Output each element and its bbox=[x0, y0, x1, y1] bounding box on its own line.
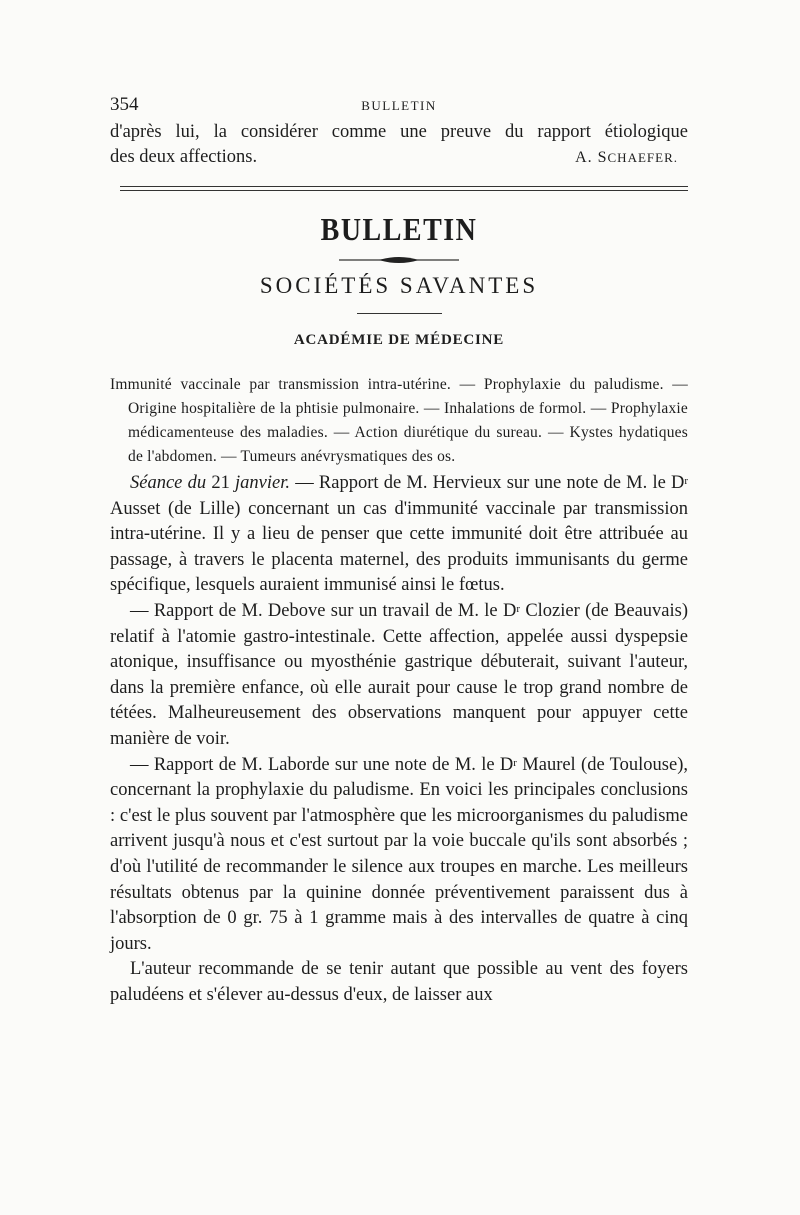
paragraph-2-text-b: Clozier (de Beauvais) relatif à l'atomie gastro-intestinale. Cette affection, appelée aussi dyspepsie atonique, insuffisance ou myosthénie gastrique débuterait, suivant l'auteur, dans la première enfance, où elle aurait pour cause le trop grand nombre de tétées. Malheureusement des observations manquent pour appuyer cette manière de voir. bbox=[110, 600, 689, 749]
superscript: r bbox=[516, 602, 520, 615]
previous-line-1: d'après lui, la considérer comme une preuve du rapport étiologique bbox=[110, 122, 688, 142]
double-rule-divider bbox=[120, 186, 688, 191]
previous-paragraph bbox=[110, 120, 688, 145]
session-day: 21 bbox=[211, 473, 230, 493]
author-name-rest: CHAEFER. bbox=[607, 150, 678, 165]
paragraph-3-text-a: — Rapport de M. Laborde sur une note de M. le D bbox=[130, 754, 514, 775]
paragraph-1-text-b: Ausset (de Lille) concernant un cas d'immunité vaccinale par transmission intra-utérine. Il y a lieu de penser que cette immunité doit être attribuée au passage, à travers le placenta maternel, des produits immunisants du germe spécifique, lesquels auraient immunisé ainsi le fœtus. bbox=[110, 498, 688, 596]
section-subtitle: SOCIÉTÉS SAVANTES bbox=[259, 273, 539, 298]
section-title: BULLETIN bbox=[320, 212, 478, 249]
session-label: Séance du bbox=[130, 473, 207, 493]
body-paragraph-2 bbox=[110, 599, 688, 753]
short-rule-divider bbox=[357, 313, 442, 314]
running-head bbox=[110, 94, 688, 120]
superscript: r bbox=[684, 475, 689, 487]
summary-paragraph: Immunité vaccinale par transmission intra-utérine. — Prophylaxie du paludisme. — Origine hospitalière de la phtisie pulmonaire. — Inhalations de formol. — Prophylaxie médicamenteuse des maladies. — Action diurétique du sureau. — Kystes hydatiques de l'abdomen. — Tumeurs anévrysmatiques des os. bbox=[110, 376, 688, 465]
document-page bbox=[110, 94, 688, 1008]
body-paragraph-4: L'auteur recommande de se tenir autant que possible au vent des foyers paludéens et s'élever au-dessus d'eux, de laisser aux bbox=[110, 959, 688, 1005]
session-month: janvier. bbox=[235, 473, 291, 493]
author-initial: A. S bbox=[575, 149, 608, 166]
previous-line-2: des deux affections. bbox=[110, 147, 258, 167]
signature-line bbox=[110, 145, 688, 170]
body-paragraph-3 bbox=[110, 753, 688, 958]
running-title: BULLETIN bbox=[361, 98, 437, 113]
body-paragraph-1 bbox=[110, 471, 688, 599]
superscript: r bbox=[513, 756, 517, 769]
ornament-divider-icon bbox=[339, 255, 459, 265]
paragraph-3-text-b: Maurel (de Toulouse), concernant la prophylaxie du paludisme. En voici les principales conclusions : c'est le plus souvent par l'atmosphère que les microorganismes du paludisme arrivent jusqu'à nous et c'est surtout par la voie buccale qu'ils sont absorbés ; d'où l'utilité de recommander le silence aux troupes en marche. Les meilleurs résultats obtenus par la quinine donnée préventivement paraissent dus à l'absorption de 0 gr. 75 à 1 gramme mais à des intervalles de quatre à cinq jours. bbox=[110, 754, 688, 954]
society-heading: ACADÉMIE DE MÉDECINE bbox=[293, 332, 505, 348]
paragraph-2-text-a: — Rapport de M. Debove sur un travail de M. le D bbox=[130, 600, 517, 621]
author-signature bbox=[575, 145, 688, 170]
paragraph-1-text-a: — Rapport de M. Hervieux sur une note de M. le D bbox=[290, 473, 685, 493]
page-number: 354 bbox=[110, 94, 139, 115]
